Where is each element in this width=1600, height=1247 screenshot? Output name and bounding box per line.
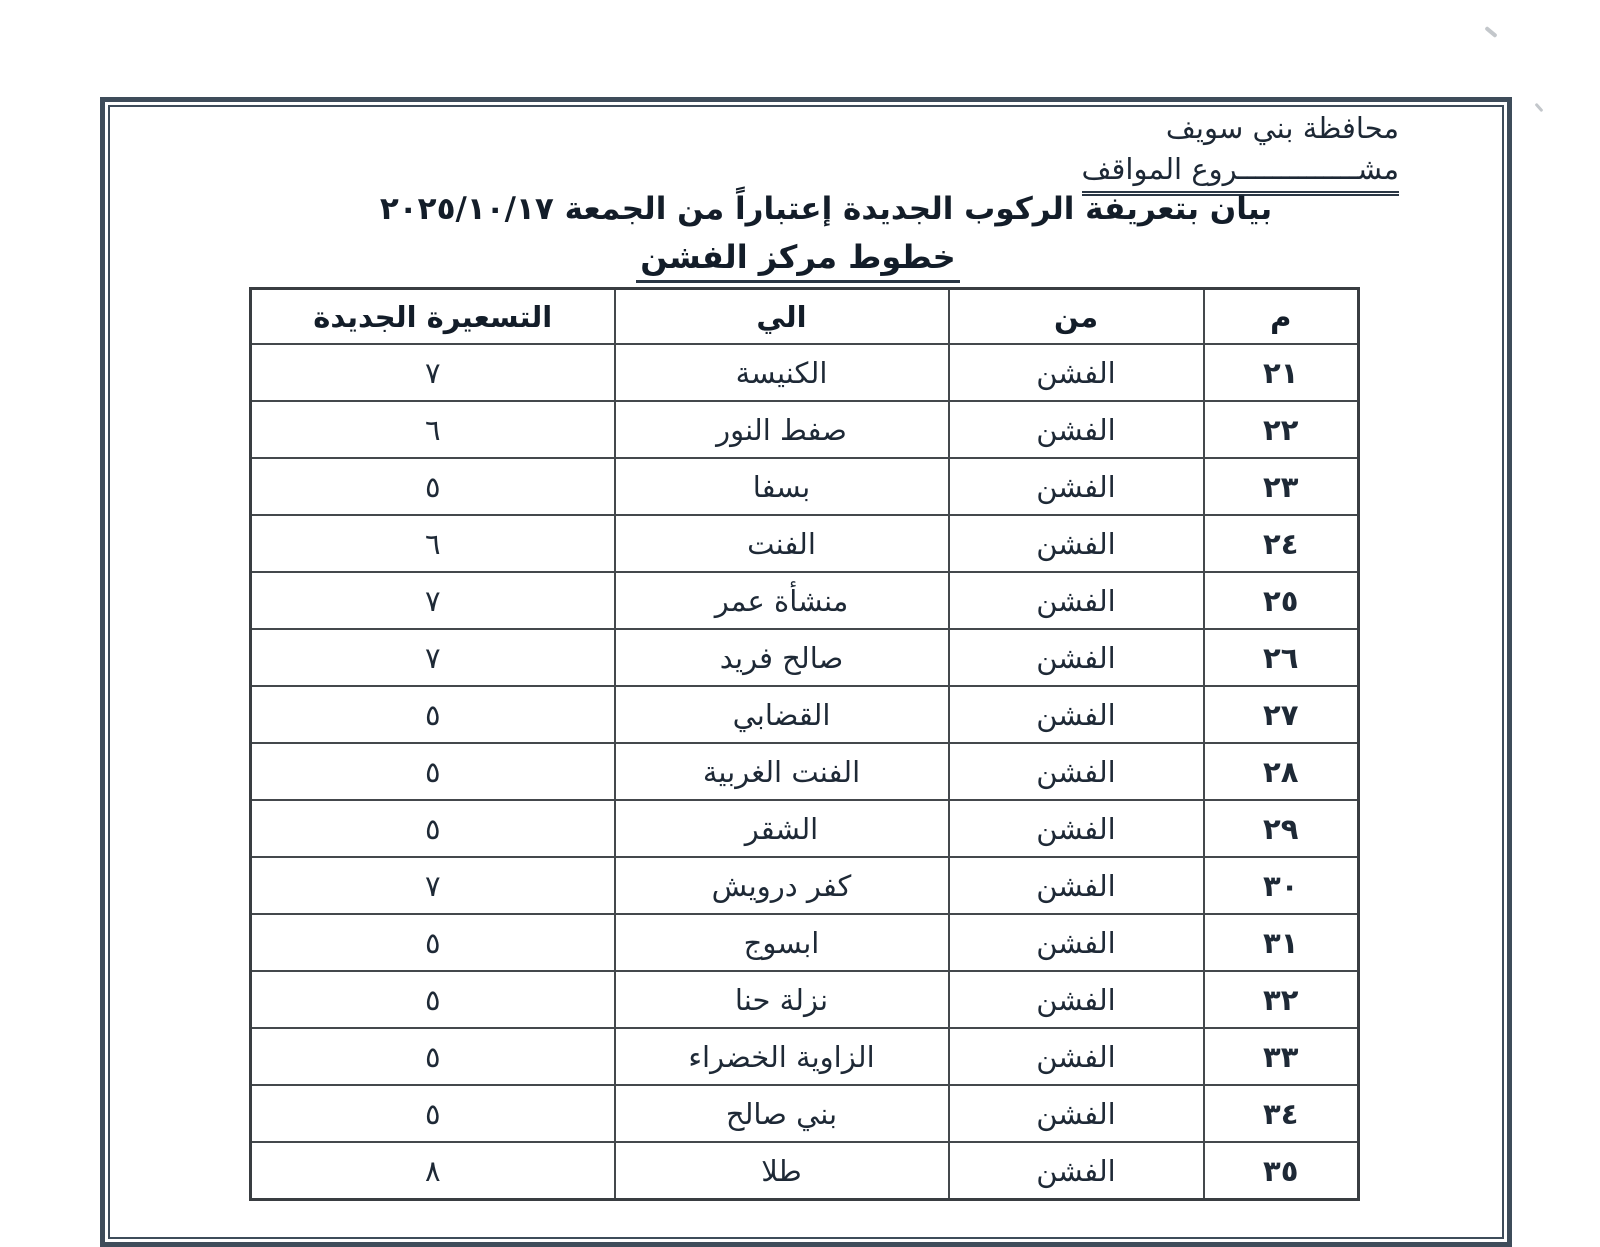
cell-line-number: ٣٠ — [1204, 857, 1359, 914]
letterhead — [1082, 107, 1399, 196]
cell-line-number: ٢٨ — [1204, 743, 1359, 800]
table-row — [251, 572, 1359, 629]
cell-from: الفشن — [949, 914, 1204, 971]
cell-line-number: ٣١ — [1204, 914, 1359, 971]
cell-from: الفشن — [949, 401, 1204, 458]
table-row — [251, 743, 1359, 800]
cell-to: الكنيسة — [615, 344, 949, 401]
cell-to: الشقر — [615, 800, 949, 857]
project-name: مشــــــــــــــروع المواقف — [1082, 149, 1399, 196]
cell-line-number: ٢٩ — [1204, 800, 1359, 857]
cell-from: الفشن — [949, 971, 1204, 1028]
cell-from: الفشن — [949, 1142, 1204, 1200]
cell-from: الفشن — [949, 1085, 1204, 1142]
cell-new-price: ٧ — [251, 344, 615, 401]
cell-to: الفنت — [615, 515, 949, 572]
document-title: بيان بتعريفة الركوب الجديدة إعتباراً من الجمعة ٢٠٢٥/١٠/١٧ — [379, 191, 1273, 227]
cell-to: صفط النور — [615, 401, 949, 458]
cell-line-number: ٣٣ — [1204, 1028, 1359, 1085]
cell-new-price: ٧ — [251, 857, 615, 914]
cell-to: بني صالح — [615, 1085, 949, 1142]
table-row — [251, 857, 1359, 914]
table-row — [251, 1142, 1359, 1200]
cell-to: منشأة عمر — [615, 572, 949, 629]
table-row — [251, 971, 1359, 1028]
cell-new-price: ٦ — [251, 401, 615, 458]
cell-line-number: ٣٤ — [1204, 1085, 1359, 1142]
cell-new-price: ٥ — [251, 914, 615, 971]
cell-from: الفشن — [949, 686, 1204, 743]
cell-line-number: ٢٢ — [1204, 401, 1359, 458]
cell-line-number: ٣٢ — [1204, 971, 1359, 1028]
cell-line-number: ٢٤ — [1204, 515, 1359, 572]
col-header-from: من — [949, 289, 1204, 345]
cell-new-price: ٥ — [251, 686, 615, 743]
cell-to: طلا — [615, 1142, 949, 1200]
table-row — [251, 458, 1359, 515]
col-header-to: الي — [615, 289, 949, 345]
scan-artifact — [1535, 103, 1544, 112]
cell-line-number: ٢٦ — [1204, 629, 1359, 686]
table-row — [251, 800, 1359, 857]
cell-to: صالح فريد — [615, 629, 949, 686]
cell-to: بسفا — [615, 458, 949, 515]
table-row — [251, 686, 1359, 743]
cell-to: الفنت الغربية — [615, 743, 949, 800]
cell-new-price: ٦ — [251, 515, 615, 572]
cell-from: الفشن — [949, 572, 1204, 629]
col-header-number: م — [1204, 289, 1359, 345]
cell-line-number: ٢٣ — [1204, 458, 1359, 515]
cell-to: القضابي — [615, 686, 949, 743]
col-header-new-price: التسعيرة الجديدة — [251, 289, 615, 345]
cell-line-number: ٢٧ — [1204, 686, 1359, 743]
document-subtitle: خطوط مركز الفشن — [636, 238, 959, 283]
cell-from: الفشن — [949, 800, 1204, 857]
fare-table-body — [251, 344, 1359, 1200]
cell-new-price: ٥ — [251, 743, 615, 800]
document-subtitle-row — [102, 238, 1494, 283]
cell-from: الفشن — [949, 1028, 1204, 1085]
document-page-frame — [100, 97, 1512, 1247]
cell-to: ابسوج — [615, 914, 949, 971]
table-row — [251, 344, 1359, 401]
cell-new-price: ٥ — [251, 1028, 615, 1085]
cell-new-price: ٥ — [251, 1085, 615, 1142]
cell-new-price: ٧ — [251, 629, 615, 686]
table-row — [251, 1028, 1359, 1085]
table-row — [251, 914, 1359, 971]
cell-from: الفشن — [949, 743, 1204, 800]
table-row — [251, 515, 1359, 572]
cell-new-price: ٥ — [251, 971, 615, 1028]
governorate-name: محافظة بني سويف — [1165, 111, 1399, 145]
cell-line-number: ٢١ — [1204, 344, 1359, 401]
cell-to: الزاوية الخضراء — [615, 1028, 949, 1085]
cell-new-price: ٨ — [251, 1142, 615, 1200]
cell-line-number: ٣٥ — [1204, 1142, 1359, 1200]
cell-from: الفشن — [949, 344, 1204, 401]
fare-table — [249, 287, 1360, 1201]
cell-from: الفشن — [949, 458, 1204, 515]
cell-new-price: ٥ — [251, 800, 615, 857]
cell-from: الفشن — [949, 629, 1204, 686]
cell-from: الفشن — [949, 515, 1204, 572]
table-row — [251, 401, 1359, 458]
cell-new-price: ٧ — [251, 572, 615, 629]
table-header-row — [251, 289, 1359, 345]
cell-to: كفر درويش — [615, 857, 949, 914]
cell-new-price: ٥ — [251, 458, 615, 515]
cell-from: الفشن — [949, 857, 1204, 914]
cell-to: نزلة حنا — [615, 971, 949, 1028]
table-row — [251, 1085, 1359, 1142]
cell-line-number: ٢٥ — [1204, 572, 1359, 629]
document-page — [108, 105, 1504, 1239]
project-name-line — [1082, 149, 1399, 196]
table-row — [251, 629, 1359, 686]
scan-artifact — [1484, 26, 1497, 38]
